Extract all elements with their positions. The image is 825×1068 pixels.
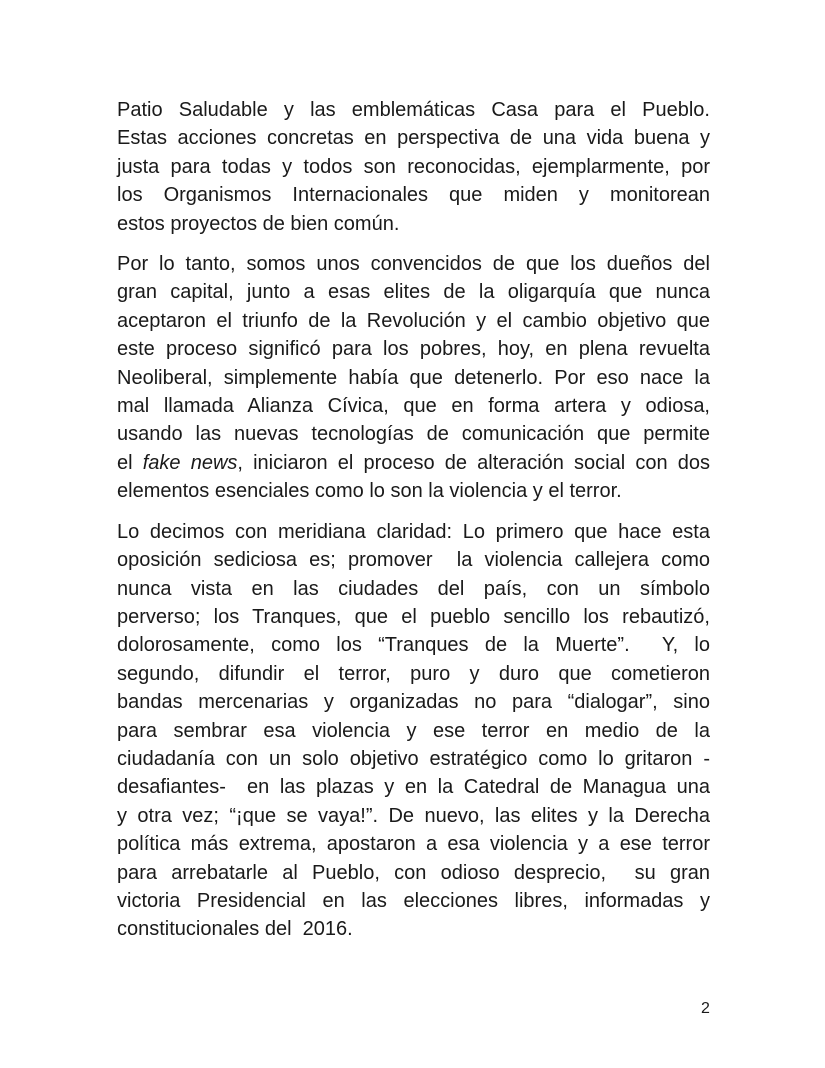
text-segment: Estas acciones concretas en perspectiva de una vida buena y [117, 127, 710, 150]
text-segment: perverso; los Tranques, que el pueblo sencillo los rebautizó, [117, 605, 710, 628]
paragraph [117, 96, 710, 238]
text-segment: Lo decimos con meridiana claridad: Lo primero que hace esta [117, 520, 710, 543]
text-segment: mal llamada Alianza Cívica, que en forma artera y odiosa, [117, 395, 710, 418]
text-line [117, 717, 710, 745]
paragraph [117, 250, 710, 506]
page-number: 2 [701, 1000, 710, 1017]
text-line [117, 250, 710, 278]
text-line [117, 603, 710, 631]
text-segment: estos proyectos de bien común. [117, 212, 400, 235]
text-line [117, 518, 710, 546]
text-segment: segundo, difundir el terror, puro y duro que cometieron [117, 662, 710, 685]
text-segment: , iniciaron el proceso de alteración social con dos [237, 451, 710, 474]
text-line [117, 335, 710, 363]
text-segment: para sembrar esa violencia y ese terror en medio de la [117, 719, 710, 742]
text-segment: gran capital, junto a esas elites de la oligarquía que nunca [117, 281, 710, 304]
text-line [117, 181, 710, 209]
text-line [117, 307, 710, 335]
text-segment: nunca vista en las ciudades del país, con un símbolo [117, 577, 710, 600]
text-line [117, 420, 710, 448]
text-line [117, 546, 710, 574]
text-segment: constitucionales del 2016. [117, 918, 353, 941]
text-segment: usando las nuevas tecnologías de comunicación que permite [117, 423, 710, 446]
text-segment: Por lo tanto, somos unos convencidos de que los dueños del [117, 253, 710, 276]
text-line [117, 364, 710, 392]
text-line [117, 745, 710, 773]
italic-text-segment: fake news [142, 451, 238, 474]
text-segment: política más extrema, apostaron a esa violencia y a ese terror [117, 833, 710, 856]
text-segment: Neoliberal, simplemente había que detenerlo. Por eso nace la [117, 366, 710, 389]
text-line [117, 153, 710, 181]
text-segment: victoria Presidencial en las elecciones libres, informadas y [117, 889, 710, 912]
text-segment: Patio Saludable y las emblemáticas Casa para el Pueblo. [117, 99, 710, 121]
text-line [117, 887, 710, 915]
text-segment: oposición sediciosa es; promover la violencia callejera como [117, 549, 710, 572]
text-line [117, 802, 710, 830]
paragraph [117, 518, 710, 944]
text-segment: los Organismos Internacionales que miden y monitorean [117, 184, 710, 207]
text-segment: el [117, 451, 143, 474]
text-line [117, 96, 710, 124]
text-segment: dolorosamente, como los “Tranques de la Muerte”. Y, lo [117, 634, 710, 657]
text-segment: justa para todas y todos son reconocidas, ejemplarmente, por [117, 155, 710, 178]
text-line [117, 660, 710, 688]
text-line [117, 773, 710, 801]
text-line [117, 278, 710, 306]
text-segment: aceptaron el triunfo de la Revolución y el cambio objetivo que [117, 309, 710, 332]
text-line [117, 477, 710, 505]
text-segment: bandas mercenarias y organizadas no para “dialogar”, sino [117, 691, 710, 714]
text-line [117, 124, 710, 152]
document-body [117, 96, 710, 956]
text-segment: elementos esenciales como lo son la violencia y el terror. [117, 480, 622, 503]
text-segment: para arrebatarle al Pueblo, con odioso desprecio, su gran [117, 861, 710, 884]
text-line [117, 575, 710, 603]
text-segment: este proceso significó para los pobres, hoy, en plena revuelta [117, 338, 710, 361]
text-segment: ciudadanía con un solo objetivo estratégico como lo gritaron - [117, 747, 710, 770]
text-line [117, 210, 710, 238]
text-line [117, 449, 710, 477]
text-line [117, 688, 710, 716]
text-line [117, 859, 710, 887]
text-segment: desafiantes- en las plazas y en la Catedral de Managua una [117, 776, 710, 799]
text-line [117, 392, 710, 420]
text-line [117, 631, 710, 659]
text-segment: y otra vez; “¡que se vaya!”. De nuevo, las elites y la Derecha [117, 804, 710, 827]
text-line [117, 830, 710, 858]
text-line [117, 915, 710, 943]
